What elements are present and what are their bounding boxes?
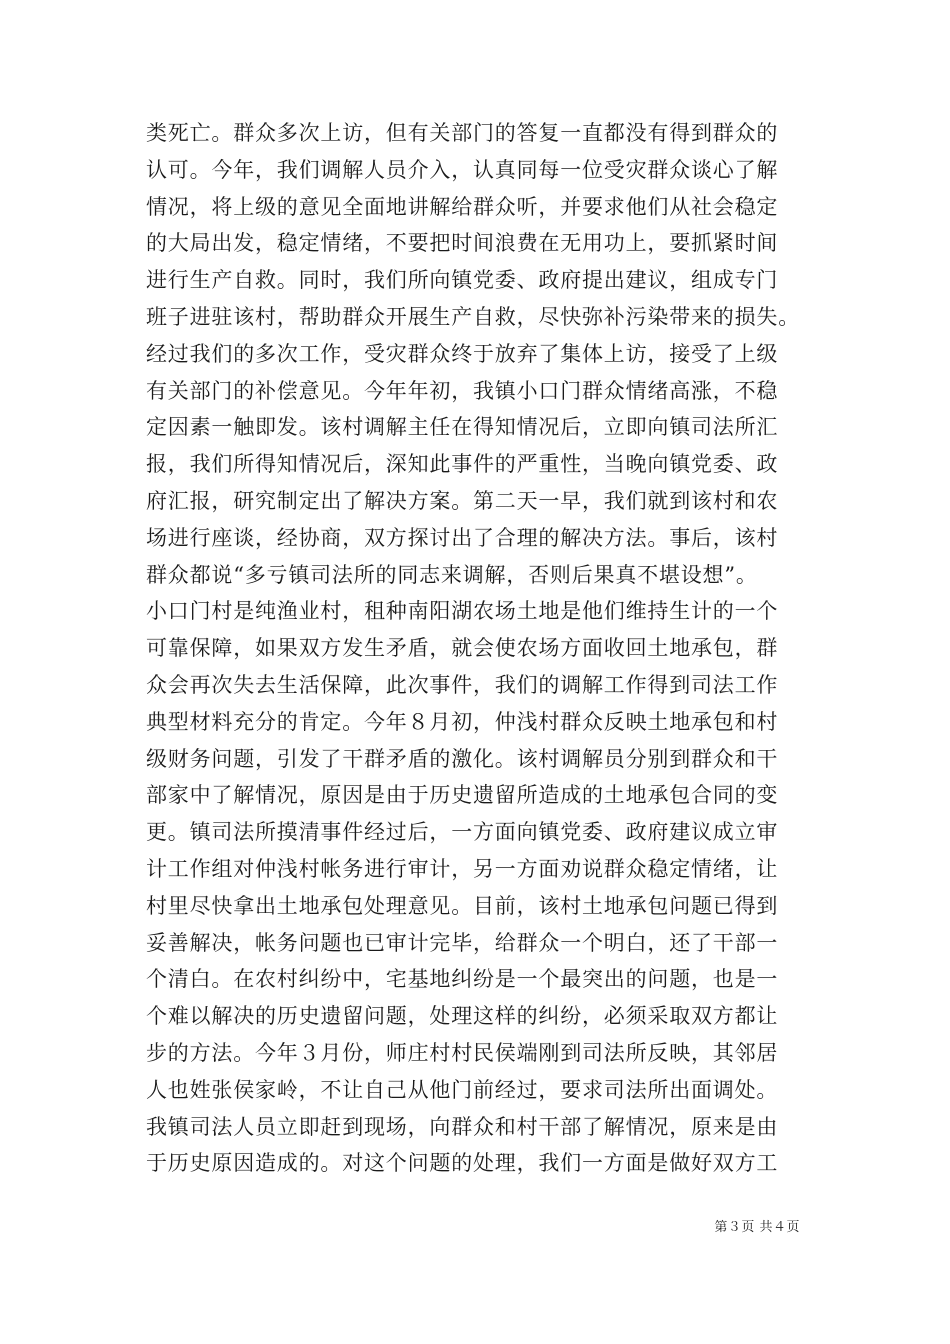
text-line: 可靠保障，如果双方发生矛盾，就会使农场方面收回土地承包，群 (146, 636, 779, 661)
text-line: 类死亡。群众多次上访，但有关部门的答复一直都没有得到群众的 (146, 121, 779, 145)
text-line: 定因素一触即发。该村调解主任在得知情况后，立即向镇司法所汇 (146, 415, 779, 440)
text-line: 情况，将上级的意见全面地讲解给群众听，并要求他们从社会稳定 (146, 194, 779, 219)
text-line: 级财务问题，引发了干群矛盾的激化。该村调解员分别到群众和干 (146, 746, 779, 771)
text-line: 认可。今年，我们调解人员介入，认真同每一位受灾群众谈心了解 (146, 157, 779, 182)
text-line: 经过我们的多次工作，受灾群众终于放弃了集体上访，接受了上级 (146, 341, 779, 366)
text-line: 有关部门的补偿意见。今年年初，我镇小口门群众情绪高涨，不稳 (146, 378, 779, 403)
text-line: 更。镇司法所摸清事件经过后，一方面向镇党委、政府建议成立审 (146, 820, 779, 845)
text-line: 进行生产自救。同时，我们所向镇党委、政府提出建议，组成专门 (146, 268, 779, 293)
text-line: 班子进驻该村，帮助群众开展生产自救，尽快弥补污染带来的损失。 (146, 304, 800, 329)
text-line: 部家中了解情况，原因是由于历史遗留所造成的土地承包合同的变 (146, 783, 779, 808)
text-line: 群众都说“多亏镇司法所的同志来调解，否则后果真不堪设想”。 (146, 562, 758, 587)
text-line: 人也姓张侯家岭，不让自己从他门前经过，要求司法所出面调处。 (146, 1077, 779, 1102)
page-number: 第３页 共４页 (714, 1220, 800, 1235)
text-line: 报，我们所得知情况后，深知此事件的严重性，当晚向镇党委、政 (146, 452, 779, 477)
text-line: 妥善解决，帐务问题也已审计完毕，给群众一个明白，还了干部一 (146, 930, 779, 955)
text-line: 的大局出发，稳定情绪，不要把时间浪费在无用功上，要抓紧时间 (146, 231, 779, 256)
text-line: 步的方法。今年３月份，师庄村村民侯端刚到司法所反映，其邻居 (146, 1040, 779, 1065)
document-body (146, 115, 816, 1182)
text-line: 个清白。在农村纠纷中，宅基地纠纷是一个最突出的问题，也是一 (146, 967, 779, 992)
text-line: 我镇司法人员立即赶到现场，向群众和村干部了解情况，原来是由 (146, 1114, 779, 1139)
text-line: 府汇报，研究制定出了解决方案。第二天一早，我们就到该村和农 (146, 488, 779, 513)
text-line: 个难以解决的历史遗留问题，处理这样的纠纷，必须采取双方都让 (146, 1004, 779, 1029)
text-line: 众会再次失去生活保障，此次事件，我们的调解工作得到司法工作 (146, 672, 779, 697)
text-line: 小口门村是纯渔业村，租种南阳湖农场土地是他们维持生计的一个 (146, 599, 779, 624)
text-line: 村里尽快拿出土地承包处理意见。目前，该村土地承包问题已得到 (146, 893, 779, 918)
text-line: 典型材料充分的肯定。今年８月初，仲浅村群众反映土地承包和村 (146, 709, 779, 734)
text-line: 场进行座谈，经协商，双方探讨出了合理的解决方法。事后，该村 (146, 525, 779, 550)
text-line: 于历史原因造成的。对这个问题的处理，我们一方面是做好双方工 (146, 1151, 779, 1176)
text-line: 计工作组对仲浅村帐务进行审计，另一方面劝说群众稳定情绪，让 (146, 856, 779, 881)
